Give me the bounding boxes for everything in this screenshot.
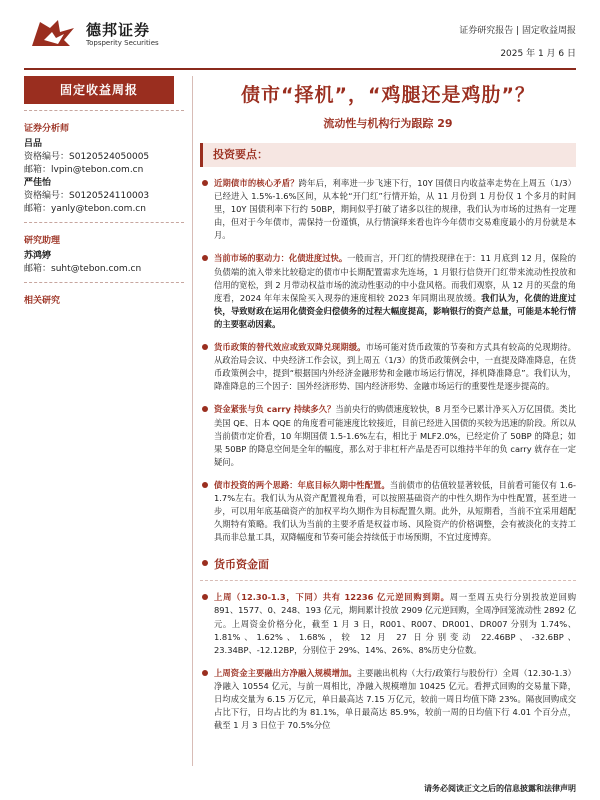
- main-content: [200, 80, 576, 732]
- assistant-name: 苏鸿婷: [24, 251, 52, 261]
- paragraph-lead: 上周资金主要融出方净融入规模增加。: [214, 667, 357, 678]
- logo-cn-text: 德邦证券: [86, 21, 151, 39]
- paragraph-text: 市场可能对货币政策的节奏和方式具有较高的兑现期待。从政治局会议、中央经济工作会议，到上周五（1/3）的货币政策例会中，一直提及降准降息，在货币政策例会中，提到“根据国内外经济金融形势和金融市场运行情况，择机降准降息”。我们认为，降准降息的三个因子：国外经济形势、国内经济形势、金融市场运行的重要性是逐步提高的。: [214, 342, 576, 392]
- analyst-heading: 证券分析师: [24, 110, 184, 138]
- bullet-icon: [202, 406, 208, 412]
- paragraph-lead: 近期债市的核心矛盾？: [214, 178, 299, 188]
- report-title: 债市“择机”，“鸡腿还是鸡肋”？: [241, 84, 535, 106]
- bullet-icon: [202, 180, 208, 186]
- legal-disclaimer: 请务必阅读正文之后的信息披露和法律声明: [424, 784, 576, 793]
- analyst-name: 吕品: [24, 139, 43, 149]
- key-points-heading: 投资要点：: [200, 143, 576, 167]
- paragraph-lead: 货币政策的替代效应或致双降兑现期缓。: [214, 342, 366, 353]
- paragraph-text: 当前央行的购债速度较快，8 月至今已累计净买入万亿国债。类比美国 QE、日本 QQE 的角度看可能速度比较接近，目前已经进入国债的买较为迅速的阶段。所以从当前债市定价看，10 年期国债 1.5-1.6%左右，相比于 MLF2.0%，已经定价了 50BP 的降息；如果 50BP 的降息空间是全年的幅度，那么对于非杠杆产品是否可以维持半年的负 carry 就存在一定疑问。: [214, 404, 577, 467]
- analyst-license: 资格编号：S0120524050005: [24, 152, 150, 162]
- report-date: 2025 年 1 月 6 日: [500, 49, 576, 59]
- paragraph-text: 一般而言，开门红的情投现律在于：11 月底到 12 月，保险的负债端的流入带来比较稳定的债市中长期配置需求先连场，1 月银行信贷开门红带来流动性投放和信用的宽松，到 2 月带动权益市场的流动性驱动的中小盘风格。而我们观察，从 12 月的买盘的角度看，2024 年年末保险买入现券的速度相较 2023 年同期出现放缓。: [214, 253, 576, 303]
- topsperity-logo-icon: [30, 18, 76, 48]
- related-research-heading: 相关研究: [24, 282, 184, 310]
- report-type: 证券研究报告 | 固定收益周报: [459, 26, 576, 36]
- key-point-paragraph: [200, 252, 576, 331]
- logo-en-text: Topsperity Securities: [86, 39, 159, 47]
- assistant-heading: 研究助理: [24, 222, 184, 250]
- bullet-icon: [202, 594, 208, 600]
- report-subtitle: 流动性与机构行为跟踪 29: [323, 117, 453, 130]
- company-logo: [30, 18, 160, 48]
- key-point-paragraph: [200, 177, 576, 242]
- bullet-icon: [202, 670, 208, 676]
- money-market-paragraph: [200, 667, 576, 732]
- paragraph-text: 当前债市的估值较显著较低，目前看可能仅有 1.6-1.7%左右。我们认为从资产配置视角看，可以按照基础资产的中性久期作为中性配置，甚至进一步，可以用年底基础资产的加权平均久期作为目标配置久期。此外，从短期看，当前不宜采用超配久期特有策略。我们认为当前的主要矛盾是权益市场、风险资产的价格调整，会有被淡化的支持工具而非总量工具，双降幅度和节奏可能会持续低于市场预期，不宜过度博弈。: [214, 479, 576, 543]
- bullet-icon: [202, 482, 208, 488]
- header-rule: [24, 68, 576, 70]
- paragraph-lead: 当前市场的驱动力：化债进度过快。: [214, 253, 348, 264]
- key-point-paragraph: [200, 403, 576, 468]
- paragraph-text: 周一至周五央行分别投放逆回购 891、1577、0、248、193 亿元，期间累计投放 2909 亿元逆回购，全周净回笼流动性 2892 亿元。上周资金价格分化，截至 1 月 3 日，R001、R007、DR001、DR007 分别为 1.74%、1.81%、1.62%、1.68%，较 12 月 27 日分别变动 22.46BP、-32.6BP、23.34BP、-12.12BP，分别位于 29%、14%、26%、8%历史分位数。: [214, 592, 576, 655]
- paragraph-text: 主要融出机构（大行/政策行与股份行）全周（12.30-1.3）净融入 10554 亿元，与前一周相比，净融入规模增加 10425 亿元。看押式回购的交易量下降，日均成交量为 6.15 万亿元，单日最高达 7.15 万亿元，较前一周日均值下降 23%。隔夜回购成交占比下行，日均占比约为 81.1%，单日最高达 85.9%，较前一周的日均值下行 4.01 个百分点，截至 1 月 3 日位于 70.5%分位: [214, 667, 576, 731]
- paragraph-emphasis: 我们认为，化债的进度过快，导致财政在运用化债资金归偿债务的过程大幅度提高，影响银行的资产总量，可能是本轮行情的主要驱动因素。: [214, 292, 576, 329]
- money-market-heading: [200, 556, 576, 572]
- money-market-heading-text: 货币资金面: [214, 558, 269, 572]
- paragraph-lead: 债市投资的两个思路：年底目标久期中性配置。: [214, 479, 390, 490]
- paragraph-text: 跨年后，利率进一步飞速下行，10Y 国债日内收益率走势在上周五（1/3）已经进入 1.5%-1.6%区间，从本轮“开门红”行情开始，从 11 月份到 1 月份仅 1 个多月的时间里，10Y 国债利率下行约 50BP，期间似乎打破了诸多以往的规律，我们认为市场的过热有一定理由，但对于今年债市，需保持一份谨慎，从行情演绎来看也许今年债市交易难度最小的月份就是本月。: [214, 178, 576, 241]
- analyst-email-link[interactable]: 邮箱：lvpin@tebon.com.cn: [24, 165, 144, 175]
- analyst-name: 严佳怡: [24, 178, 52, 188]
- paragraph-lead: 上周（12.30-1.3，下同）共有 12236 亿元逆回购到期。: [214, 592, 450, 603]
- key-point-paragraph: [200, 341, 576, 393]
- bullet-icon: [202, 255, 208, 261]
- bullet-icon: [202, 344, 208, 350]
- section-divider: [200, 580, 576, 581]
- column-divider: [192, 76, 193, 766]
- report-category-banner: 固定收益周报: [24, 76, 174, 104]
- paragraph-lead: 资金紧张与负 carry 持续多久？: [214, 404, 336, 415]
- analyst-email-link[interactable]: 邮箱：yanly@tebon.com.cn: [24, 204, 146, 214]
- key-point-paragraph: [200, 479, 576, 544]
- analyst-license: 资格编号：S0120524110003: [24, 191, 150, 201]
- bullet-icon: [202, 560, 208, 566]
- money-market-paragraph: [200, 591, 576, 656]
- sidebar: [24, 110, 184, 310]
- assistant-email-link[interactable]: 邮箱：suht@tebon.com.cn: [24, 264, 142, 274]
